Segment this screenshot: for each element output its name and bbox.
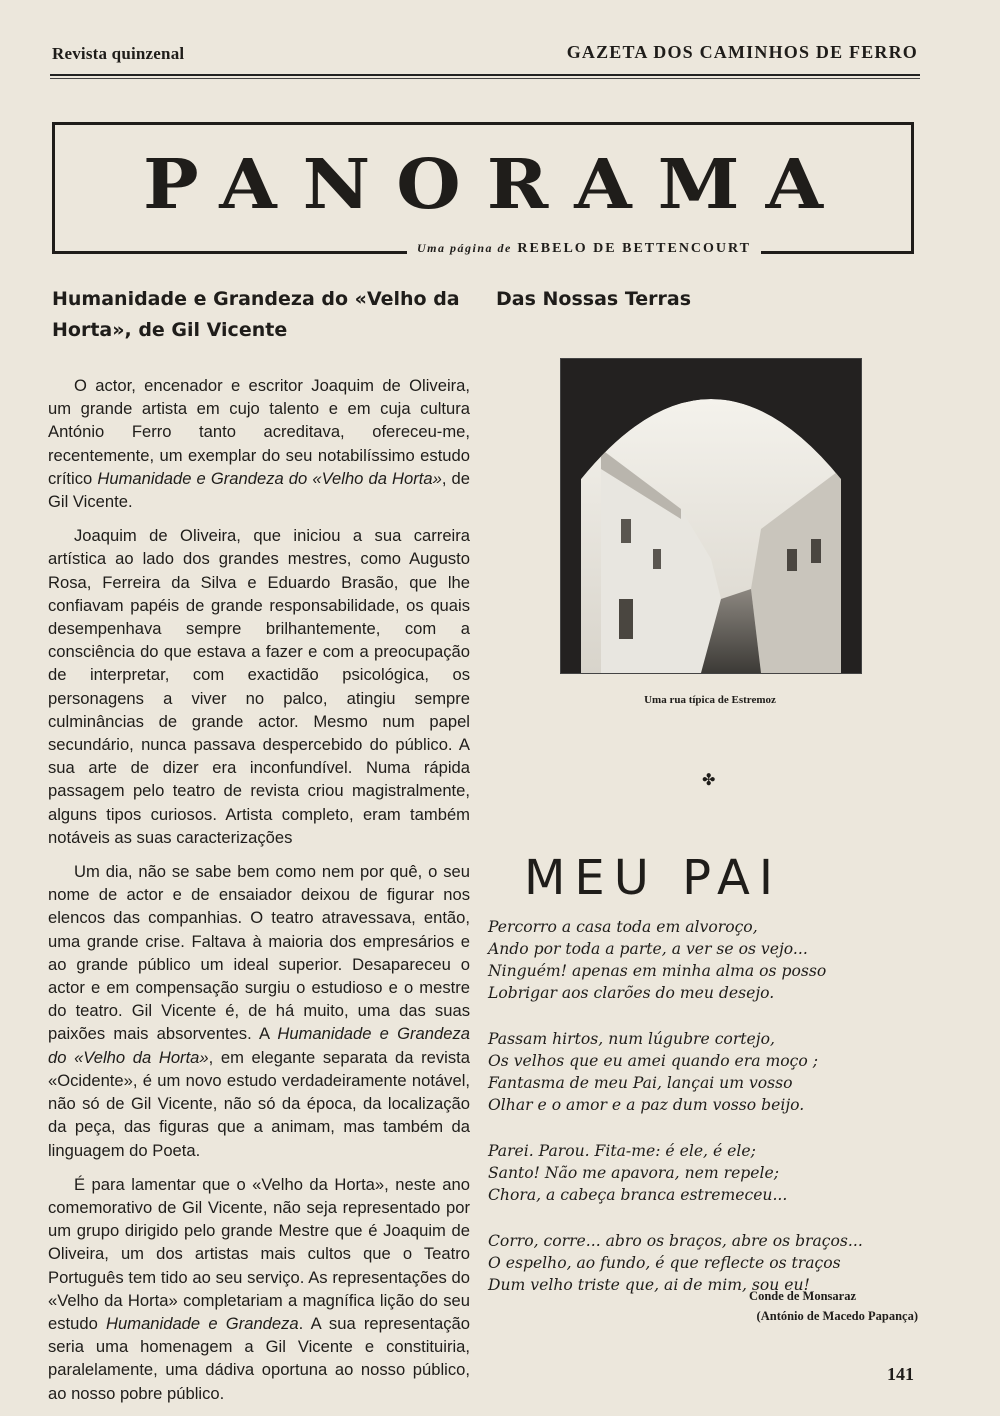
poem-signature (488, 1286, 918, 1326)
header-left: Revista quinzenal (52, 44, 185, 63)
paragraph-4: É para lamentar que o «Velho da Horta», neste ano comemorativo de Gil Vicente, não seja representado por um grupo dirigido pelo grande Mestre que é Joaquim de Oliveira, um dos artistas mais cultos que o Teatro Português tem tido ao seu serviço. As representações do «Velho da Horta» completariam a magnífica lição do seu estudo Humanidade e Grandeza. A sua representação seria uma homenagem a Gil Vicente e constituiria, paralelamente, uma dádiva oportuna ao nosso público, ao nosso pobre público. (48, 1174, 470, 1403)
paragraph-1: O actor, encenador e escritor Joaquim de Oliveira, um grande artista em cujo talento e em cuja cultura António Ferro tanto acreditava, ofereceu-me, recentemente, um exemplar do seu notabilíssimo estudo crítico Humanidade e Grandeza do «Velho da Horta», de Gil Vicente. (48, 376, 470, 512)
panorama-banner (52, 122, 914, 254)
header-right: GAZETA DOS CAMINHOS DE FERRO (566, 42, 918, 62)
stanza-4: Corro, corre... abro os braços, abre os braços... O espelho, ao fundo, é que reflecte os traços Dum velho triste que, ai de mim, sou eu! (488, 1232, 863, 1294)
header-rule-thin (50, 78, 920, 79)
poem (488, 916, 918, 1320)
left-article-title: Humanidade e Grandeza do «Velho da Horta», de Gil Vicente (52, 288, 460, 341)
page-number: 141 (887, 1364, 914, 1384)
street-photo-illustration (561, 359, 861, 673)
banner-title: PANORAMA (142, 145, 850, 225)
banner-subtitle-prefix: Uma página de (416, 241, 512, 255)
poem-title: MEU PAI (524, 850, 782, 906)
stanza-3: Parei. Parou. Fita-me: é ele, é ele; Santo! Não me apavora, nem repele; Chora, a cabeça branca estremeceu... (488, 1142, 788, 1204)
banner-author: REBELO DE BETTENCOURT (517, 241, 751, 256)
right-column-title: Das Nossas Terras (496, 288, 692, 310)
header-rule (50, 74, 920, 76)
estremoz-street-photo (560, 358, 862, 674)
paragraph-2: Joaquim de Oliveira, que iniciou a sua carreira artística ao lado dos grandes mestres, como Augusto Rosa, Ferreira da Silva e Eduardo Brasão, que lhe confiavam papéis de grande responsabilidade, os quais desempenhava sempre brilhantemente, com a consciência do que estava a fazer e com a preocupação de interpretar, com exactidão psicológica, os personagens a viver no palco, atingiu sempre culminâncias de grande actor. Mesmo num papel secundário, nunca passava despercebido do público. A sua arte de dizer era inconfundível. Numa rápida passagem pelo teatro de revista criou magistralmente, alguns tipos curiosos. Artista completo, eram também notáveis as suas caracterizações (48, 526, 470, 847)
signature-fullname: (António de Macedo Papança) (756, 1309, 918, 1323)
right-column (488, 284, 918, 1323)
stanza-2: Passam hirtos, num lúgubre cortejo, Os velhos que eu amei quando era moço ; Fantasma de meu Pai, lançai um vosso Olhar e o amor e a paz dum vosso beijo. (488, 1030, 818, 1114)
flower-ornament-icon: ✤ (702, 772, 716, 789)
photo-caption: Uma rua típica de Estremoz (644, 694, 776, 706)
signature-name: Conde de Monsaraz (749, 1289, 856, 1303)
stanza-1: Percorro a casa toda em alvoroço, Ando por toda a parte, a ver se os vejo... Ninguém! apenas em minha alma os posso Lobrigar aos clarões do meu desejo. (488, 918, 827, 1002)
left-article (48, 284, 470, 1416)
paragraph-3: Um dia, não se sabe bem como nem por quê, o seu nome de actor e de ensaiador deixou de figurar nos elencos das companhias. O teatro atravessava, então, uma grande crise. Faltava à maioria dos empresários e ao grande público um ideal superior. Desapareceu o actor e em compensação surgiu o estudioso e o mestre do teatro. Gil Vicente é, de há muito, uma das suas paixões mais absorventes. A Humanidade e Grandeza do «Velho da Horta», em elegante separata da revista «Ocidente», é um novo estudo verdadeiramente notável, não só de Gil Vicente, não só da época, da localização da peça, das figuras que a animam, mas também da linguagem do Poeta. (48, 862, 470, 1160)
banner-subtitle (407, 241, 761, 257)
